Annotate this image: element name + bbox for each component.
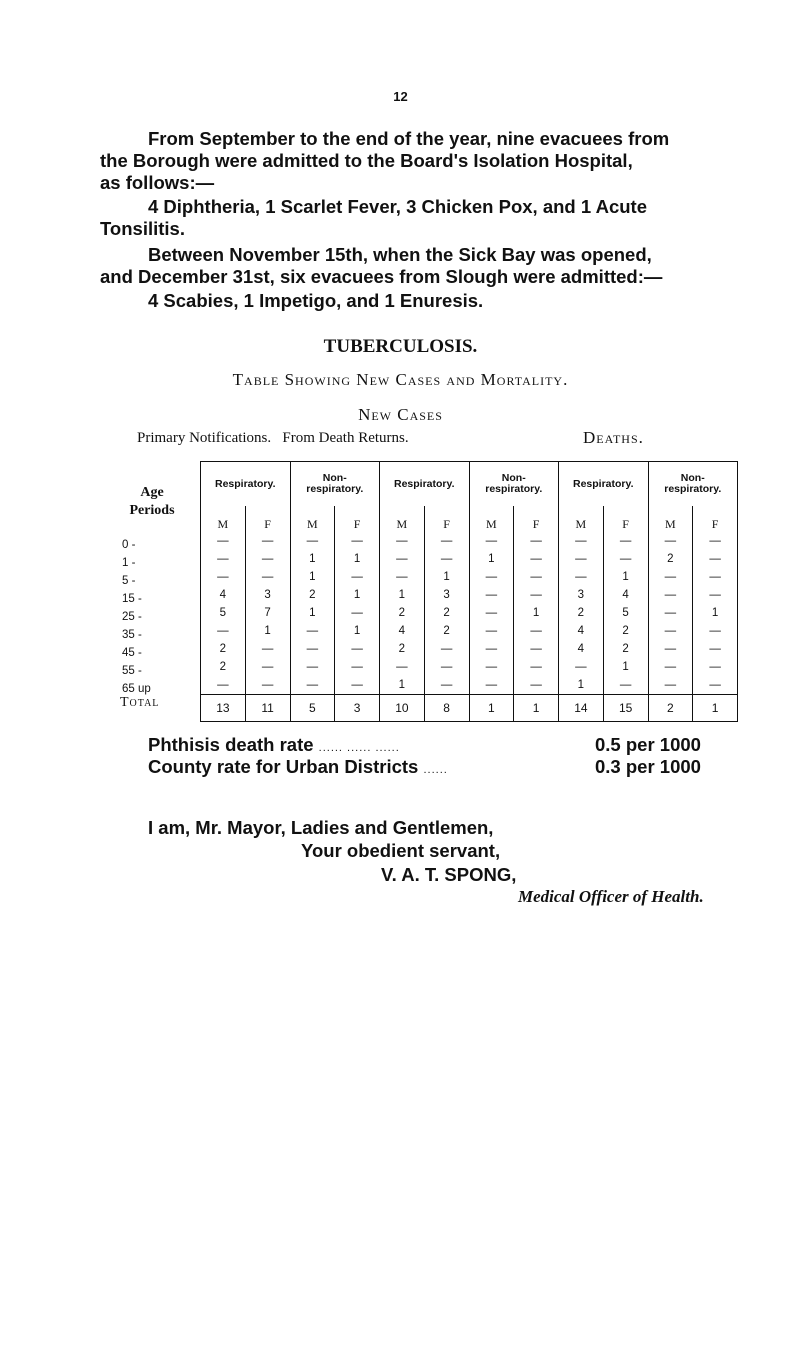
table-row <box>201 658 738 676</box>
table-cell: — <box>514 658 559 676</box>
total-cell: 14 <box>559 695 604 722</box>
table-cell: — <box>245 550 290 568</box>
table-cell: 3 <box>559 586 604 604</box>
age-label: 25 - <box>122 611 142 623</box>
table-cell: 4 <box>380 622 425 640</box>
death-returns-label: From Death Returns. <box>282 430 409 446</box>
table-cell: 1 <box>380 676 425 695</box>
table-cell: — <box>693 568 738 586</box>
group-header: Respiratory. <box>380 462 470 507</box>
paragraph-line: From September to the end of the year, nine evacuees from <box>148 128 670 149</box>
table-cell: 3 <box>245 586 290 604</box>
table-cell: — <box>693 676 738 695</box>
page-number: 12 <box>393 89 408 104</box>
table-cell: — <box>469 532 514 550</box>
table-cell: — <box>469 568 514 586</box>
table-cell: — <box>335 568 380 586</box>
group-header-text: Non- respiratory. <box>485 472 543 495</box>
total-cell: 10 <box>380 695 425 722</box>
total-row <box>201 695 738 722</box>
total-cell: 8 <box>424 695 469 722</box>
table-cell: — <box>648 532 693 550</box>
table-cell: — <box>290 676 335 695</box>
section-heading: TUBERCULOSIS. <box>323 336 478 357</box>
table-cell: — <box>424 658 469 676</box>
table-cell: — <box>201 568 246 586</box>
county-rate-line <box>148 756 701 778</box>
subheading-row <box>137 430 409 447</box>
table-cell: — <box>693 532 738 550</box>
table-cell: 5 <box>201 604 246 622</box>
age-label: 65 up <box>122 683 151 695</box>
table-cell: 4 <box>559 622 604 640</box>
table-cell: 2 <box>603 640 648 658</box>
table-cell: — <box>648 568 693 586</box>
sex-header-cell: F <box>603 506 648 532</box>
table-cell: — <box>559 532 604 550</box>
table-cell: — <box>424 640 469 658</box>
closing-salutation: I am, Mr. Mayor, Ladies and Gentlemen, <box>148 817 494 838</box>
total-cell: 11 <box>245 695 290 722</box>
total-cell: 1 <box>514 695 559 722</box>
paragraph-line: the Borough were admitted to the Board's Isolation Hospital, <box>100 150 633 171</box>
sex-header-cell: M <box>201 506 246 532</box>
table-cell: 1 <box>380 586 425 604</box>
paragraph-line: as follows:— <box>100 172 215 193</box>
table-cell: 1 <box>290 568 335 586</box>
table-row <box>201 586 738 604</box>
table-row <box>201 640 738 658</box>
table-cell: — <box>514 550 559 568</box>
table-cell: — <box>201 550 246 568</box>
phthisis-value: 0.5 per 1000 <box>595 734 701 755</box>
sex-header-cell: F <box>693 506 738 532</box>
table-cell: 5 <box>603 604 648 622</box>
signature-name: V. A. T. SPONG, <box>381 864 517 885</box>
table-cell: 1 <box>469 550 514 568</box>
leader-dots: ...... ...... ...... <box>318 742 400 754</box>
table-cell: — <box>603 676 648 695</box>
table-cell: — <box>245 568 290 586</box>
group-header <box>469 462 559 507</box>
table-cell: — <box>469 658 514 676</box>
table-cell: 2 <box>559 604 604 622</box>
age-label: 0 - <box>122 539 136 551</box>
table-cell: — <box>290 640 335 658</box>
sex-header-row <box>201 506 738 532</box>
table-cell: — <box>514 640 559 658</box>
age-label: 1 - <box>122 557 136 569</box>
group-header-row <box>201 462 738 507</box>
sex-header-cell: M <box>648 506 693 532</box>
paragraph-sick-bay <box>100 244 728 288</box>
table-cell: 1 <box>603 568 648 586</box>
table-cell: — <box>469 604 514 622</box>
table-cell: 1 <box>290 550 335 568</box>
paragraph-line: Tonsilitis. <box>100 218 185 239</box>
sex-header-cell: M <box>559 506 604 532</box>
sex-header-cell: F <box>245 506 290 532</box>
table-cell: 2 <box>290 586 335 604</box>
group-header <box>290 462 380 507</box>
table-cell: 1 <box>335 550 380 568</box>
table-cell: 1 <box>290 604 335 622</box>
table-cell: — <box>559 568 604 586</box>
table-cell: — <box>559 550 604 568</box>
age-label: 35 - <box>122 629 142 641</box>
table-cell: — <box>380 550 425 568</box>
table-cell: — <box>469 640 514 658</box>
closing-servant: Your obedient servant, <box>301 840 501 861</box>
age-periods-header <box>112 484 192 520</box>
table-row <box>201 568 738 586</box>
total-cell: 1 <box>469 695 514 722</box>
table-cell: 2 <box>648 550 693 568</box>
table-cell: — <box>290 658 335 676</box>
group-header: Respiratory. <box>559 462 649 507</box>
sex-header-cell: M <box>290 506 335 532</box>
table-cell: — <box>335 640 380 658</box>
table-body <box>201 532 738 695</box>
table-cell: — <box>469 622 514 640</box>
table-cell: — <box>603 550 648 568</box>
age-label: 45 - <box>122 647 142 659</box>
age-label: 15 - <box>122 593 142 605</box>
sex-header-cell: F <box>335 506 380 532</box>
table-cell: — <box>514 568 559 586</box>
table-cell: — <box>648 622 693 640</box>
table-cell: 1 <box>514 604 559 622</box>
leader-dots: ...... <box>423 764 448 776</box>
group-header: Respiratory. <box>201 462 291 507</box>
paragraph-line: and December 31st, six evacuees from Slough were admitted:— <box>100 266 663 287</box>
age-label: 5 - <box>122 575 136 587</box>
group-header <box>648 462 738 507</box>
table-cell: — <box>693 640 738 658</box>
table-cell: — <box>245 640 290 658</box>
table-cell: — <box>245 676 290 695</box>
table-cell: — <box>693 586 738 604</box>
table-cell: 2 <box>201 640 246 658</box>
table-cell: — <box>424 550 469 568</box>
county-value: 0.3 per 1000 <box>595 756 701 777</box>
table-title: Table Showing New Cases and Mortality. <box>232 370 569 389</box>
total-cell: 3 <box>335 695 380 722</box>
table-cell: 4 <box>559 640 604 658</box>
table-cell: — <box>245 532 290 550</box>
table-cell: 7 <box>245 604 290 622</box>
table-cell: — <box>335 676 380 695</box>
paragraph-line: Between November 15th, when the Sick Bay was opened, <box>148 244 652 265</box>
table-row <box>201 622 738 640</box>
phthisis-rate-line <box>148 734 701 756</box>
table-row <box>201 676 738 695</box>
sex-header-cell: F <box>424 506 469 532</box>
table-cell: — <box>469 586 514 604</box>
table-cell: 1 <box>693 604 738 622</box>
table-cell: 4 <box>201 586 246 604</box>
table-cell: — <box>693 550 738 568</box>
table-cell: — <box>424 532 469 550</box>
table-cell: 2 <box>201 658 246 676</box>
paragraph-diseases <box>100 196 728 240</box>
table-cell: — <box>514 622 559 640</box>
group-header-text: Non- respiratory. <box>664 472 722 495</box>
sex-header-cell: F <box>514 506 559 532</box>
tuberculosis-table <box>200 461 738 722</box>
table-cell: — <box>201 622 246 640</box>
table-cell: — <box>335 658 380 676</box>
table-row <box>201 604 738 622</box>
total-cell: 1 <box>693 695 738 722</box>
age-header-line: Age <box>140 485 164 500</box>
table-cell: — <box>603 532 648 550</box>
table-cell: 2 <box>380 604 425 622</box>
table-cell: — <box>290 622 335 640</box>
table-cell: — <box>290 532 335 550</box>
table-cell: — <box>201 676 246 695</box>
sex-header-cell: M <box>380 506 425 532</box>
table-cell: 1 <box>559 676 604 695</box>
total-cell: 5 <box>290 695 335 722</box>
table-cell: 2 <box>380 640 425 658</box>
age-label: 55 - <box>122 665 142 677</box>
total-cell: 2 <box>648 695 693 722</box>
group-header-text: Non- respiratory. <box>306 472 364 495</box>
table-cell: — <box>648 586 693 604</box>
primary-notifications-label: Primary Notifications. <box>137 430 272 446</box>
new-cases-heading: New Cases <box>358 405 443 424</box>
county-label: County rate for Urban Districts <box>148 756 419 777</box>
table-cell: 1 <box>335 622 380 640</box>
age-header-line: Periods <box>129 503 175 518</box>
table-cell: — <box>380 658 425 676</box>
table-cell: — <box>648 640 693 658</box>
table-cell: — <box>648 676 693 695</box>
table-cell: — <box>648 658 693 676</box>
total-cell: 13 <box>201 695 246 722</box>
table-cell: — <box>424 676 469 695</box>
total-cell: 15 <box>603 695 648 722</box>
table-cell: — <box>514 586 559 604</box>
table-cell: — <box>559 658 604 676</box>
phthisis-label: Phthisis death rate <box>148 734 314 755</box>
signature-title: Medical Officer of Health. <box>518 887 704 906</box>
table-cell: 2 <box>424 604 469 622</box>
table-cell: — <box>648 604 693 622</box>
table-cell: — <box>514 532 559 550</box>
table-row <box>201 550 738 568</box>
table-cell: — <box>693 658 738 676</box>
table-cell: 2 <box>603 622 648 640</box>
table-cell: 1 <box>424 568 469 586</box>
paragraph-sick-bay-cases: 4 Scabies, 1 Impetigo, and 1 Enuresis. <box>148 290 484 311</box>
table-cell: — <box>380 532 425 550</box>
paragraph-line: 4 Diphtheria, 1 Scarlet Fever, 3 Chicken Pox, and 1 Acute <box>148 196 648 217</box>
table-cell: — <box>335 604 380 622</box>
deaths-heading: Deaths. <box>583 428 644 447</box>
table-cell: — <box>514 676 559 695</box>
table-cell: 1 <box>335 586 380 604</box>
table-cell: 1 <box>603 658 648 676</box>
age-labels <box>122 536 151 698</box>
table-cell: — <box>335 532 380 550</box>
table-cell: — <box>693 622 738 640</box>
table-row <box>201 532 738 550</box>
paragraph-evacuees-hospital <box>100 128 728 194</box>
table-cell: 4 <box>603 586 648 604</box>
table-cell: — <box>469 676 514 695</box>
table-cell: — <box>245 658 290 676</box>
table-cell: 2 <box>424 622 469 640</box>
table-cell: 1 <box>245 622 290 640</box>
table-cell: — <box>380 568 425 586</box>
total-label: Total <box>120 695 160 710</box>
table-cell: 3 <box>424 586 469 604</box>
sex-header-cell: M <box>469 506 514 532</box>
table-cell: — <box>201 532 246 550</box>
